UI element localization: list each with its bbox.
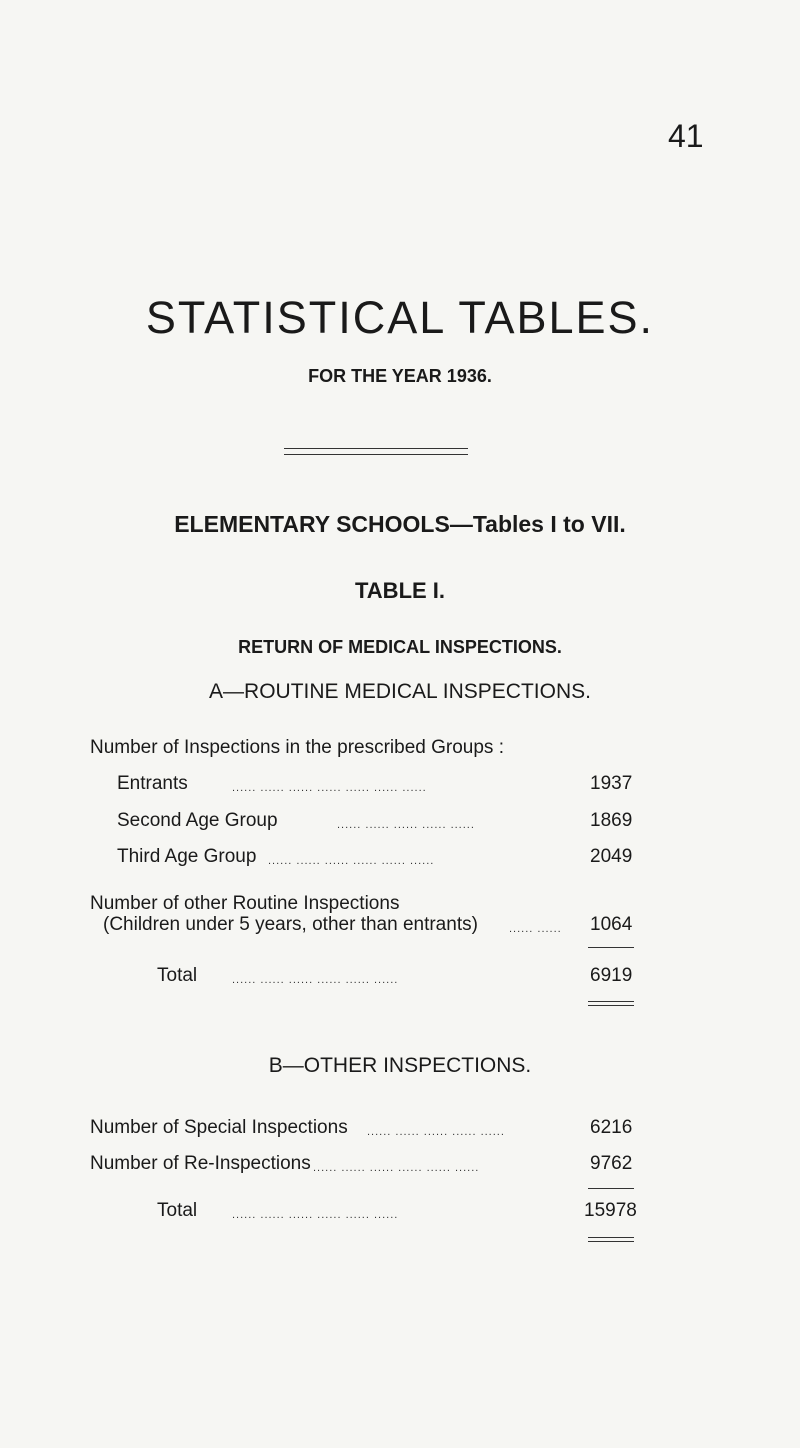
row-value: 9762 bbox=[590, 1153, 633, 1174]
row-value: 1937 bbox=[590, 773, 633, 794]
table-row bbox=[0, 773, 800, 799]
page-title: STATISTICAL TABLES. bbox=[145, 292, 655, 343]
total-double-rule bbox=[588, 1237, 634, 1242]
page-subtitle: FOR THE YEAR 1936. bbox=[308, 366, 492, 386]
row-label: Number of Special Inspections bbox=[90, 1117, 348, 1138]
table-heading: TABLE I. bbox=[354, 578, 446, 603]
row-label: Entrants bbox=[117, 773, 188, 794]
row-value: 2049 bbox=[590, 846, 633, 867]
table-row bbox=[0, 1117, 800, 1143]
total-row bbox=[0, 965, 800, 991]
table-subheading: RETURN OF MEDICAL INSPECTIONS. bbox=[238, 637, 562, 657]
row-label: Second Age Group bbox=[117, 810, 278, 831]
table-row bbox=[0, 846, 800, 872]
table-row bbox=[0, 1153, 800, 1179]
row-value: 6216 bbox=[590, 1117, 633, 1138]
part-a-heading: A—ROUTINE MEDICAL INSPECTIONS. bbox=[209, 680, 591, 703]
section-heading: ELEMENTARY SCHOOLS—Tables I to VII. bbox=[174, 511, 626, 537]
leader-dots: ...... ...... ...... ...... ...... ...... bbox=[313, 1162, 480, 1174]
row-label: (Children under 5 years, other than entrants) bbox=[103, 914, 478, 935]
row-value: 1869 bbox=[590, 810, 633, 831]
row-label: Number of Re-Inspections bbox=[90, 1153, 311, 1174]
total-value: 15978 bbox=[584, 1200, 637, 1221]
page-number: 41 bbox=[668, 118, 704, 154]
table-row bbox=[0, 810, 800, 836]
total-row bbox=[0, 1200, 800, 1226]
decorative-double-rule bbox=[284, 448, 468, 455]
leader-dots: ...... ...... ...... ...... ...... ...... bbox=[232, 1209, 399, 1221]
leader-dots: ...... ...... bbox=[509, 923, 562, 935]
leader-dots: ...... ...... ...... ...... ...... ...... bbox=[232, 974, 399, 986]
row-label: Third Age Group bbox=[117, 846, 257, 867]
leader-dots: ...... ...... ...... ...... ...... ...... ...... bbox=[232, 782, 427, 794]
leader-dots: ...... ...... ...... ...... ...... bbox=[367, 1126, 505, 1138]
sum-rule bbox=[588, 1188, 634, 1189]
part-a-intro: Number of Inspections in the prescribed Groups : bbox=[90, 737, 504, 758]
total-value: 6919 bbox=[590, 965, 633, 986]
leader-dots: ...... ...... ...... ...... ...... bbox=[337, 819, 475, 831]
sum-rule bbox=[588, 947, 634, 948]
row-value: 1064 bbox=[590, 914, 633, 935]
leader-dots: ...... ...... ...... ...... ...... ...... bbox=[268, 855, 435, 867]
table-row bbox=[0, 914, 800, 940]
total-label: Total bbox=[157, 965, 198, 986]
other-inspections-label: Number of other Routine Inspections bbox=[90, 893, 400, 914]
part-b-heading: B—OTHER INSPECTIONS. bbox=[268, 1054, 532, 1077]
total-label: Total bbox=[157, 1200, 198, 1221]
total-double-rule bbox=[588, 1001, 634, 1006]
